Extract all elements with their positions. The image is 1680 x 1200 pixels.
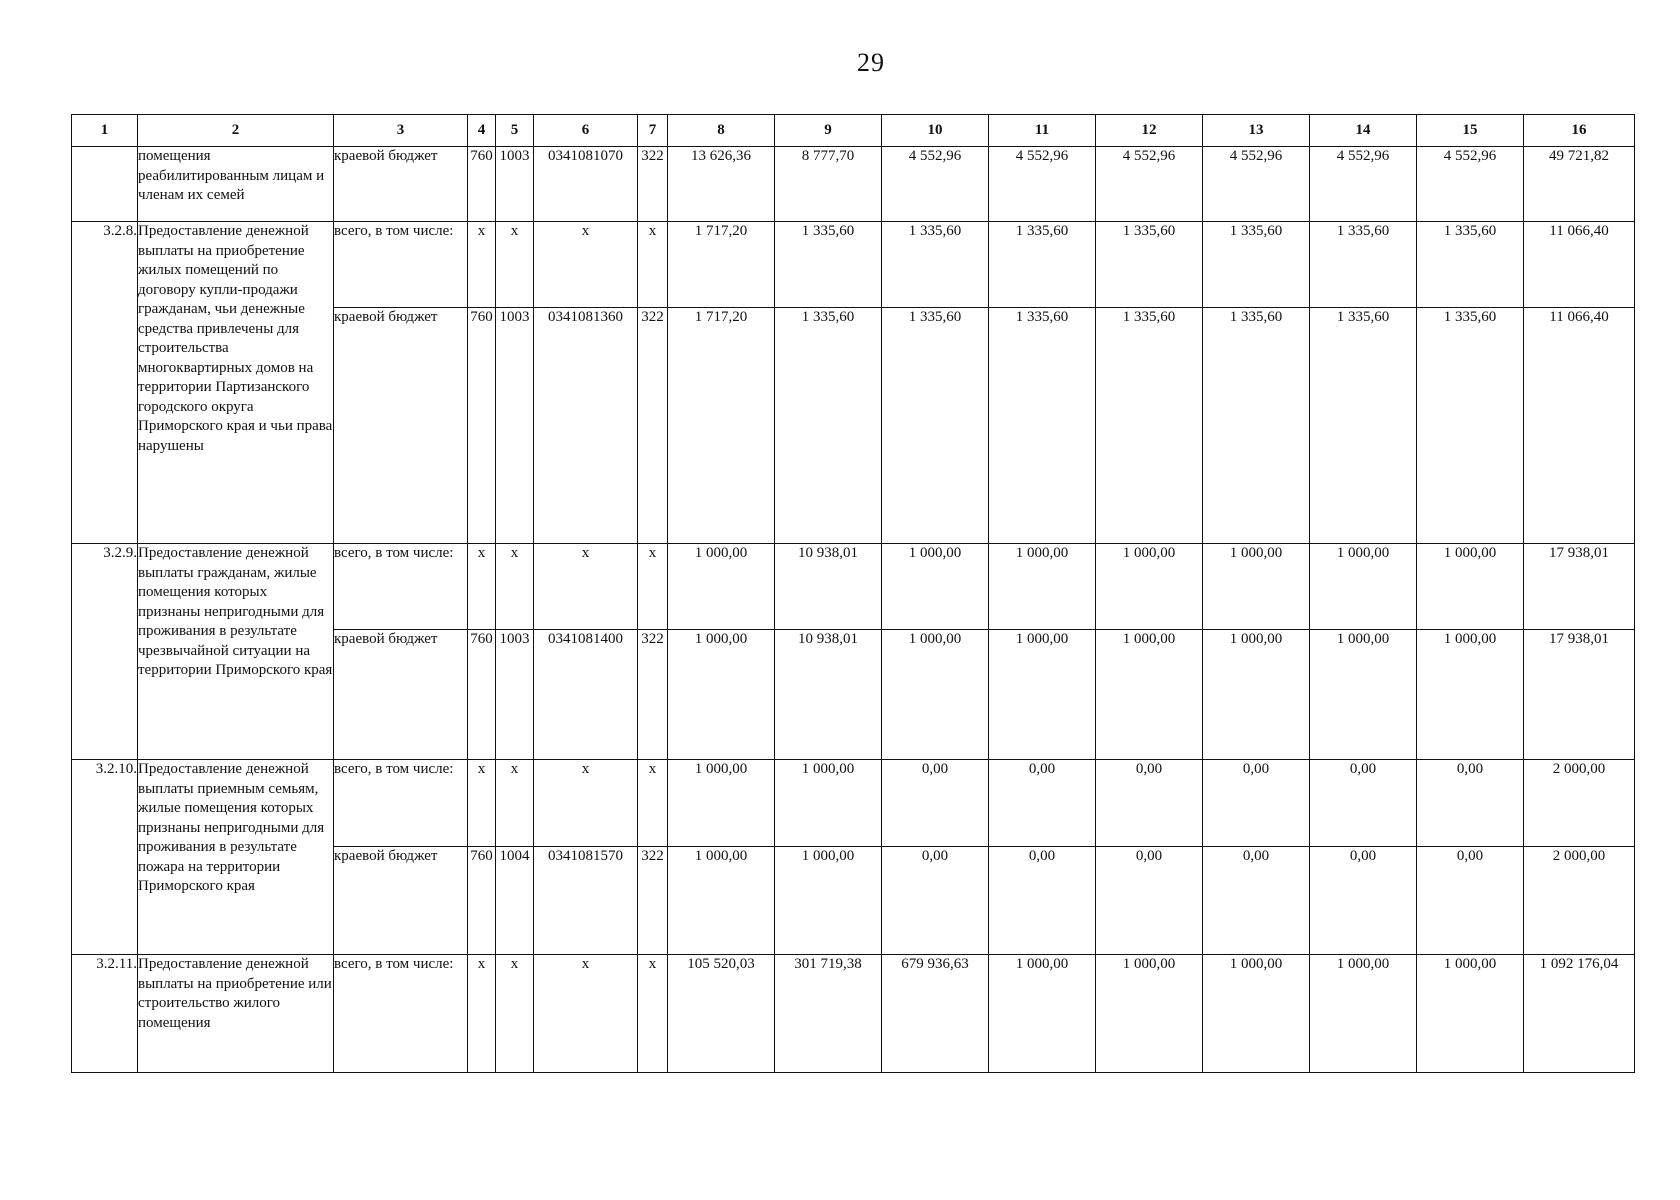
value-cell: 0,00 — [1310, 847, 1417, 955]
table-row — [72, 222, 1635, 308]
funding-source: краевой бюджет — [334, 308, 468, 544]
column-header: 13 — [1203, 115, 1310, 147]
budget-table — [71, 114, 1635, 1073]
column-header: 9 — [775, 115, 882, 147]
value-cell: 0,00 — [882, 760, 989, 847]
code-cell: x — [496, 544, 534, 630]
column-header: 12 — [1096, 115, 1203, 147]
code-cell: 1004 — [496, 847, 534, 955]
value-cell: 1 335,60 — [1096, 308, 1203, 544]
value-cell: 1 335,60 — [775, 222, 882, 308]
funding-source: краевой бюджет — [334, 847, 468, 955]
code-cell: x — [468, 760, 496, 847]
table-row — [72, 544, 1635, 630]
value-cell: 0,00 — [1417, 760, 1524, 847]
value-cell: 1 335,60 — [989, 222, 1096, 308]
code-cell: x — [638, 222, 668, 308]
value-cell: 10 938,01 — [775, 630, 882, 760]
value-cell: 1 335,60 — [775, 308, 882, 544]
code-cell: x — [534, 544, 638, 630]
value-cell: 0,00 — [1203, 847, 1310, 955]
value-cell: 11 066,40 — [1524, 222, 1635, 308]
measure-description: помещения реабилитированным лицам и членам их семей — [138, 147, 334, 222]
value-cell: 0,00 — [1417, 847, 1524, 955]
value-cell: 1 000,00 — [668, 630, 775, 760]
column-header: 5 — [496, 115, 534, 147]
code-cell: 322 — [638, 147, 668, 222]
code-cell: x — [496, 222, 534, 308]
value-cell: 301 719,38 — [775, 955, 882, 1073]
code-cell: x — [534, 222, 638, 308]
column-header: 8 — [668, 115, 775, 147]
column-header: 4 — [468, 115, 496, 147]
value-cell: 1 335,60 — [1417, 308, 1524, 544]
code-cell: 322 — [638, 308, 668, 544]
value-cell: 4 552,96 — [882, 147, 989, 222]
code-cell: 0341081570 — [534, 847, 638, 955]
value-cell: 1 000,00 — [1417, 955, 1524, 1073]
code-cell: 760 — [468, 308, 496, 544]
value-cell: 1 000,00 — [989, 955, 1096, 1073]
value-cell: 1 000,00 — [882, 544, 989, 630]
value-cell: 0,00 — [1310, 760, 1417, 847]
code-cell: 0341081360 — [534, 308, 638, 544]
value-cell: 1 000,00 — [989, 630, 1096, 760]
section-number: 3.2.9. — [72, 544, 138, 760]
value-cell: 1 092 176,04 — [1524, 955, 1635, 1073]
code-cell: 1003 — [496, 630, 534, 760]
section-number — [72, 147, 138, 222]
section-number: 3.2.11. — [72, 955, 138, 1073]
measure-description: Предоставление денежной выплаты на приобретение жилых помещений по договору купли-продажи гражданам, чьи денежные средства привлечены для строительства многоквартирных домов на территории Партизанского городского округа Приморского края и чьи права нарушены — [138, 222, 334, 544]
page-number: 29 — [857, 48, 885, 77]
table-row — [72, 955, 1635, 1073]
column-header: 2 — [138, 115, 334, 147]
column-header: 14 — [1310, 115, 1417, 147]
value-cell: 1 717,20 — [668, 222, 775, 308]
value-cell: 0,00 — [989, 847, 1096, 955]
code-cell: 760 — [468, 147, 496, 222]
value-cell: 1 335,60 — [882, 222, 989, 308]
funding-source: всего, в том числе: — [334, 760, 468, 847]
value-cell: 1 000,00 — [1417, 630, 1524, 760]
funding-source: всего, в том числе: — [334, 544, 468, 630]
code-cell: 322 — [638, 847, 668, 955]
value-cell: 1 000,00 — [668, 544, 775, 630]
funding-source: краевой бюджет — [334, 147, 468, 222]
value-cell: 2 000,00 — [1524, 847, 1635, 955]
value-cell: 1 335,60 — [1203, 308, 1310, 544]
measure-description: Предоставление денежной выплаты гражданам, жилые помещения которых признаны непригодными для проживания в результате чрезвычайной ситуации на территории Приморского края — [138, 544, 334, 760]
code-cell: x — [534, 760, 638, 847]
column-header: 10 — [882, 115, 989, 147]
value-cell: 1 335,60 — [1096, 222, 1203, 308]
value-cell: 0,00 — [989, 760, 1096, 847]
value-cell: 1 000,00 — [1096, 630, 1203, 760]
value-cell: 1 000,00 — [1310, 955, 1417, 1073]
value-cell: 1 000,00 — [1096, 955, 1203, 1073]
value-cell: 17 938,01 — [1524, 630, 1635, 760]
value-cell: 679 936,63 — [882, 955, 989, 1073]
code-cell: 0341081400 — [534, 630, 638, 760]
table-row — [72, 760, 1635, 847]
code-cell: x — [638, 544, 668, 630]
table-row — [72, 147, 1635, 222]
code-cell: x — [638, 760, 668, 847]
code-cell: 1003 — [496, 308, 534, 544]
funding-source: всего, в том числе: — [334, 222, 468, 308]
value-cell: 1 000,00 — [668, 760, 775, 847]
value-cell: 1 335,60 — [1203, 222, 1310, 308]
value-cell: 49 721,82 — [1524, 147, 1635, 222]
value-cell: 1 000,00 — [989, 544, 1096, 630]
value-cell: 1 000,00 — [775, 760, 882, 847]
column-header: 6 — [534, 115, 638, 147]
value-cell: 0,00 — [882, 847, 989, 955]
value-cell: 11 066,40 — [1524, 308, 1635, 544]
value-cell: 8 777,70 — [775, 147, 882, 222]
value-cell: 1 000,00 — [1310, 544, 1417, 630]
value-cell: 1 000,00 — [1203, 955, 1310, 1073]
code-cell: x — [496, 955, 534, 1073]
value-cell: 1 335,60 — [989, 308, 1096, 544]
code-cell: x — [534, 955, 638, 1073]
code-cell: x — [496, 760, 534, 847]
column-header: 11 — [989, 115, 1096, 147]
value-cell: 1 000,00 — [1096, 544, 1203, 630]
code-cell: 760 — [468, 847, 496, 955]
code-cell: x — [468, 544, 496, 630]
value-cell: 4 552,96 — [1310, 147, 1417, 222]
value-cell: 1 335,60 — [1417, 222, 1524, 308]
value-cell: 0,00 — [1096, 760, 1203, 847]
column-header: 7 — [638, 115, 668, 147]
code-cell: 322 — [638, 630, 668, 760]
section-number: 3.2.10. — [72, 760, 138, 955]
column-header: 15 — [1417, 115, 1524, 147]
value-cell: 2 000,00 — [1524, 760, 1635, 847]
column-header: 3 — [334, 115, 468, 147]
value-cell: 1 717,20 — [668, 308, 775, 544]
value-cell: 4 552,96 — [1203, 147, 1310, 222]
value-cell: 1 000,00 — [775, 847, 882, 955]
value-cell: 105 520,03 — [668, 955, 775, 1073]
value-cell: 10 938,01 — [775, 544, 882, 630]
column-header: 1 — [72, 115, 138, 147]
code-cell: x — [638, 955, 668, 1073]
value-cell: 13 626,36 — [668, 147, 775, 222]
code-cell: 0341081070 — [534, 147, 638, 222]
value-cell: 4 552,96 — [989, 147, 1096, 222]
header-row — [72, 115, 1635, 147]
value-cell: 1 000,00 — [882, 630, 989, 760]
value-cell: 1 000,00 — [1417, 544, 1524, 630]
value-cell: 1 000,00 — [1310, 630, 1417, 760]
value-cell: 1 000,00 — [1203, 630, 1310, 760]
funding-source: краевой бюджет — [334, 630, 468, 760]
code-cell: 760 — [468, 630, 496, 760]
value-cell: 1 000,00 — [668, 847, 775, 955]
measure-description: Предоставление денежной выплаты приемным семьям, жилые помещения которых признаны непригодными для проживания в результате пожара на территории Приморского края — [138, 760, 334, 955]
value-cell: 1 335,60 — [1310, 222, 1417, 308]
value-cell: 4 552,96 — [1417, 147, 1524, 222]
column-header: 16 — [1524, 115, 1635, 147]
value-cell: 4 552,96 — [1096, 147, 1203, 222]
value-cell: 1 335,60 — [1310, 308, 1417, 544]
section-number: 3.2.8. — [72, 222, 138, 544]
value-cell: 0,00 — [1096, 847, 1203, 955]
value-cell: 0,00 — [1203, 760, 1310, 847]
code-cell: 1003 — [496, 147, 534, 222]
value-cell: 1 000,00 — [1203, 544, 1310, 630]
funding-source: всего, в том числе: — [334, 955, 468, 1073]
code-cell: x — [468, 955, 496, 1073]
measure-description: Предоставление денежной выплаты на приобретение или строительство жилого помещения — [138, 955, 334, 1073]
value-cell: 17 938,01 — [1524, 544, 1635, 630]
code-cell: x — [468, 222, 496, 308]
value-cell: 1 335,60 — [882, 308, 989, 544]
